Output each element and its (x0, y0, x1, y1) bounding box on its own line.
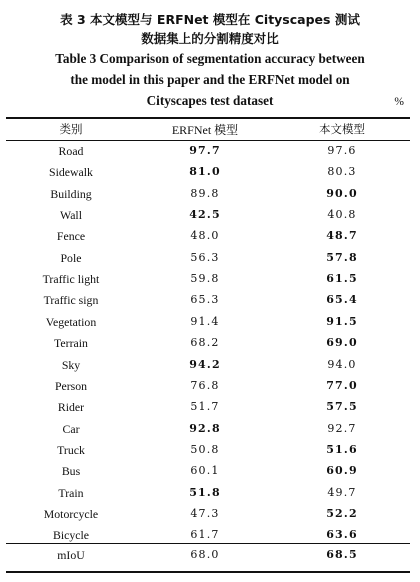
ours-value-cell: 97.6 (327, 144, 357, 157)
table-summary-rule (6, 543, 410, 544)
table-row (0, 208, 420, 228)
table-header-row (0, 121, 420, 139)
category-cell: Wall (60, 208, 82, 223)
table-row (0, 379, 420, 399)
erfnet-value-cell: 94.2 (189, 357, 221, 371)
table-row (0, 272, 420, 292)
table-row (0, 422, 420, 442)
table-row (0, 229, 420, 249)
ours-value-cell: 63.6 (326, 528, 358, 542)
category-cell: Traffic sign (43, 293, 99, 308)
erfnet-value-cell: 60.1 (190, 464, 220, 478)
category-cell: Rider (57, 400, 85, 415)
category-cell: Bicycle (52, 528, 90, 543)
ours-value-cell: 57.5 (326, 400, 358, 414)
erfnet-value-cell: 76.8 (190, 378, 220, 392)
category-cell: Motorcycle (43, 506, 99, 521)
ours-value-cell: 48.7 (326, 229, 358, 243)
table-row (0, 507, 420, 527)
table-row (0, 293, 420, 313)
ours-value-cell: 80.3 (327, 165, 357, 179)
erfnet-value-cell: 42.5 (189, 208, 221, 222)
caption-en-line2: the model in this paper and the ERFNet model on (70, 72, 350, 87)
category-cell: Fence (56, 229, 86, 244)
erfnet-value-cell: 65.3 (190, 293, 220, 307)
table-row (0, 315, 420, 335)
category-cell: Sidewalk (49, 165, 93, 180)
table-row (0, 400, 420, 420)
summary-ours-value: 68.5 (326, 548, 358, 561)
category-cell: Building (50, 186, 92, 201)
erfnet-value-cell: 91.4 (190, 314, 220, 328)
table-row (0, 165, 420, 185)
erfnet-value-cell: 89.8 (190, 186, 220, 200)
caption-zh-line2: 数据集上的分割精度对比 (141, 31, 279, 46)
caption-en-line3: Cityscapes test dataset (146, 93, 274, 108)
category-cell: Truck (57, 442, 85, 457)
category-cell: Person (54, 378, 88, 393)
erfnet-value-cell: 68.2 (190, 336, 220, 350)
header-category: 类别 (59, 122, 83, 136)
ours-value-cell: 91.5 (326, 314, 358, 328)
category-cell: Bus (61, 464, 81, 479)
erfnet-value-cell: 47.3 (190, 506, 220, 520)
erfnet-value-cell: 81.0 (189, 165, 221, 179)
erfnet-value-cell: 59.8 (190, 272, 220, 286)
ours-value-cell: 61.5 (326, 272, 358, 286)
category-cell: Terrain (54, 336, 88, 351)
table-row (0, 464, 420, 484)
erfnet-value-cell: 61.7 (190, 528, 220, 542)
table-bottom-rule (6, 571, 410, 573)
table-row (0, 528, 420, 548)
table-row (0, 187, 420, 207)
category-cell: Vegetation (45, 314, 97, 329)
ours-value-cell: 92.7 (327, 421, 357, 435)
table-top-rule (6, 117, 410, 119)
category-cell: Train (58, 485, 84, 500)
table-row (0, 486, 420, 506)
ours-value-cell: 40.8 (327, 208, 357, 222)
erfnet-value-cell: 48.0 (190, 229, 220, 243)
table-row (0, 144, 420, 164)
category-cell: Traffic light (42, 272, 100, 287)
table-row (0, 251, 420, 271)
summary-erfnet-value: 68.0 (190, 548, 220, 561)
table-row (0, 358, 420, 378)
erfnet-value-cell: 56.3 (190, 250, 220, 264)
caption-en-line1: Table 3 Comparison of segmentation accuracy between (55, 51, 365, 66)
erfnet-value-cell: 51.7 (190, 400, 220, 414)
summary-name: mIoU (57, 548, 85, 562)
summary-row (0, 548, 420, 568)
category-cell: Car (62, 421, 80, 436)
ours-value-cell: 69.0 (326, 336, 358, 350)
category-cell: Sky (61, 357, 81, 372)
table-row (0, 336, 420, 356)
ours-value-cell: 49.7 (327, 485, 357, 499)
erfnet-value-cell: 97.7 (189, 144, 221, 157)
caption-zh-line1: 表 3 本文模型与 ERFNet 模型在 Cityscapes 测试 (60, 12, 360, 27)
erfnet-value-cell: 92.8 (189, 421, 221, 435)
erfnet-value-cell: 50.8 (190, 442, 220, 456)
ours-value-cell: 94.0 (327, 357, 357, 371)
ours-value-cell: 51.6 (326, 442, 358, 456)
header-ours: 本文模型 (319, 122, 365, 136)
erfnet-value-cell: 51.8 (189, 485, 221, 499)
ours-value-cell: 57.8 (326, 250, 358, 264)
unit-label: % (394, 96, 404, 108)
header-erfnet: ERFNet 模型 (171, 123, 239, 137)
ours-value-cell: 90.0 (326, 186, 358, 200)
ours-value-cell: 52.2 (326, 506, 358, 520)
ours-value-cell: 77.0 (326, 378, 358, 392)
table-row (0, 443, 420, 463)
ours-value-cell: 60.9 (326, 464, 358, 478)
table-header-rule (6, 140, 410, 141)
category-cell: Pole (60, 250, 82, 265)
ours-value-cell: 65.4 (326, 293, 358, 307)
category-cell: Road (58, 144, 84, 158)
